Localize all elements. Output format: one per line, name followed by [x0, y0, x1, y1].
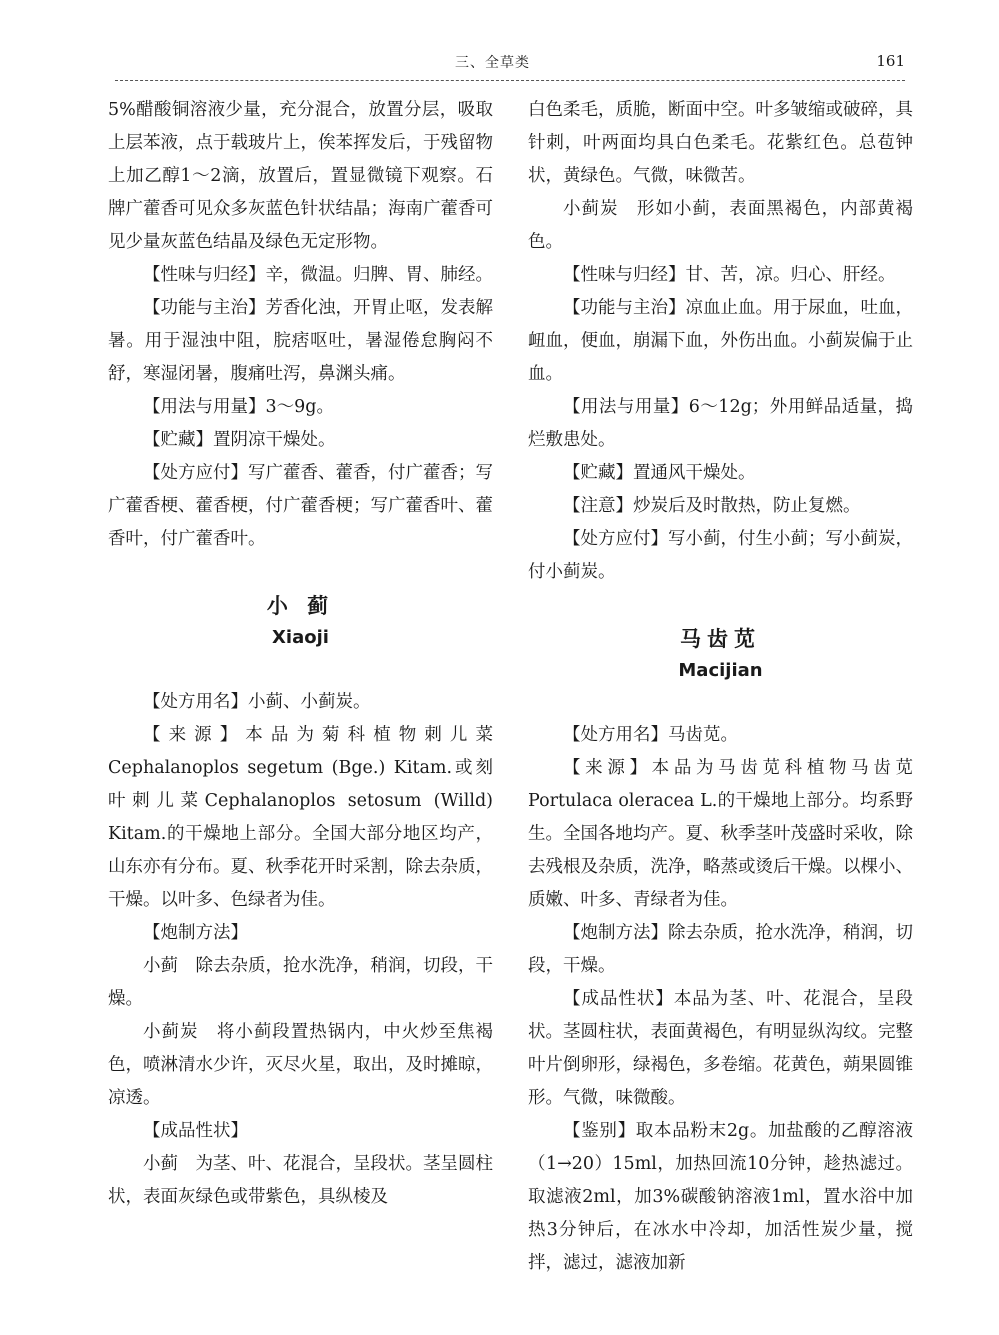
- paragraph: 【贮藏】置通风干燥处。: [563, 463, 756, 483]
- paragraph: 小蓟炭 将小蓟段置热锅内，中火炒至焦褐色，喷淋清水少许，灭尽火星，取出，及时摊晾，凉透。: [108, 1022, 493, 1108]
- header-rule: [115, 80, 905, 81]
- paragraph: 【炮制方法】除去杂质，抢水洗净，稍润，切段，干燥。: [528, 923, 913, 976]
- paragraph: 小蓟炭 形如小蓟，表面黑褐色，内部黄褐色。: [528, 199, 913, 252]
- paragraph: 【功能与主治】凉血止血。用于尿血，吐血，衄血，便血，崩漏下血，外伤出血。小蓟炭偏于止血。: [528, 298, 913, 384]
- left-column: [108, 94, 493, 1214]
- paragraph: 【处方用名】马齿苋。: [563, 725, 738, 745]
- paragraph: 【鉴别】取本品粉末2g。加盐酸的乙醇溶液（1→20）15ml，加热回流10分钟，趁热滤过。取滤液2ml，加3%碳酸钠溶液1ml，置水浴中加热3分钟后，在冰水中冷却，加活性炭少量，搅拌，滤过，滤液加新: [528, 1121, 913, 1273]
- right-column: [528, 94, 913, 1280]
- spacer: [108, 556, 493, 589]
- paragraph: 白色柔毛，质脆，断面中空。叶多皱缩或破碎，具针刺，叶两面均具白色柔毛。花紫红色。总苞钟状，黄绿色。气微，味微苦。: [528, 100, 913, 186]
- paragraph: 【用法与用量】3～9g。: [143, 397, 334, 417]
- paragraph: 【处方应付】写小蓟，付生小蓟；写小蓟炭，付小蓟炭。: [528, 529, 913, 582]
- paragraph: 【性味与归经】辛，微温。归脾、胃、肺经。: [143, 265, 493, 285]
- entry-title-zh: 马齿苋: [680, 627, 761, 651]
- entry-title-pinyin: Xiaoji: [272, 627, 329, 648]
- paragraph: 【功能与主治】芳香化浊，开胃止呕，发表解暑。用于湿浊中阻，脘痞呕吐，暑湿倦怠胸闷不舒，寒湿闭暑，腹痛吐泻，鼻渊头痛。: [108, 298, 493, 384]
- paragraph: 小蓟 除去杂质，抢水洗净，稍润，切段，干燥。: [108, 956, 493, 1009]
- paragraph: 【处方用名】小蓟、小蓟炭。: [143, 692, 371, 712]
- entry-title-pinyin: Macijian: [678, 660, 763, 681]
- paragraph: 【处方应付】写广藿香、藿香，付广藿香；写广藿香梗、藿香梗，付广藿香梗；写广藿香叶、藿香叶，付广藿香叶。: [108, 463, 493, 549]
- paragraph: 【来源】本品为马齿苋科植物马齿苋Portulaca oleracea L.的干燥地上部分。均系野生。全国各地均产。夏、秋季茎叶茂盛时采收，除去残根及杂质，洗净，略蒸或烫后干燥。以棵小、质嫩、叶多、青绿者为佳。: [528, 758, 913, 910]
- entry-title-zh: 小 蓟: [266, 594, 335, 618]
- page-number: 161: [876, 52, 905, 70]
- spacer: [528, 589, 913, 622]
- page-header: [115, 52, 905, 82]
- paragraph: 【来源】本品为菊科植物刺儿菜Cephalanoplos segetum (Bge.) Kitam.或刻叶刺儿菜Cephalanoplos setosum (Willd) Kitam.的干燥地上部分。全国大部分地区均产，山东亦有分布。夏、秋季花开时采割，除去杂质，干燥。以叶多、色绿者为佳。: [108, 725, 493, 910]
- paragraph: 小蓟 为茎、叶、花混合，呈段状。茎呈圆柱状，表面灰绿色或带紫色，具纵棱及: [108, 1154, 493, 1207]
- paragraph: 【注意】炒炭后及时散热，防止复燃。: [563, 496, 861, 516]
- paragraph: 【成品性状】本品为茎、叶、花混合，呈段状。茎圆柱状，表面黄褐色，有明显纵沟纹。完整叶片倒卵形，绿褐色，多卷缩。花黄色，蒴果圆锥形。气微，味微酸。: [528, 989, 913, 1108]
- spacer: [108, 653, 493, 686]
- paragraph: 5%醋酸铜溶液少量，充分混合，放置分层，吸取上层苯液，点于载玻片上，俟苯挥发后，于残留物上加乙醇1～2滴，放置后，置显微镜下观察。石牌广藿香可见众多灰蓝色针状结晶；海南广藿香可见少量灰蓝色结晶及绿色无定形物。: [108, 100, 493, 252]
- paragraph: 【贮藏】置阴凉干燥处。: [143, 430, 336, 450]
- spacer: [528, 686, 913, 719]
- running-head-section: 三、全草类: [455, 55, 530, 71]
- paragraph: 【性味与归经】甘、苦，凉。归心、肝经。: [563, 265, 896, 285]
- paragraph: 【用法与用量】6～12g；外用鲜品适量，捣烂敷患处。: [528, 397, 913, 450]
- paragraph: 【成品性状】: [143, 1121, 248, 1141]
- paragraph: 【炮制方法】: [143, 923, 248, 943]
